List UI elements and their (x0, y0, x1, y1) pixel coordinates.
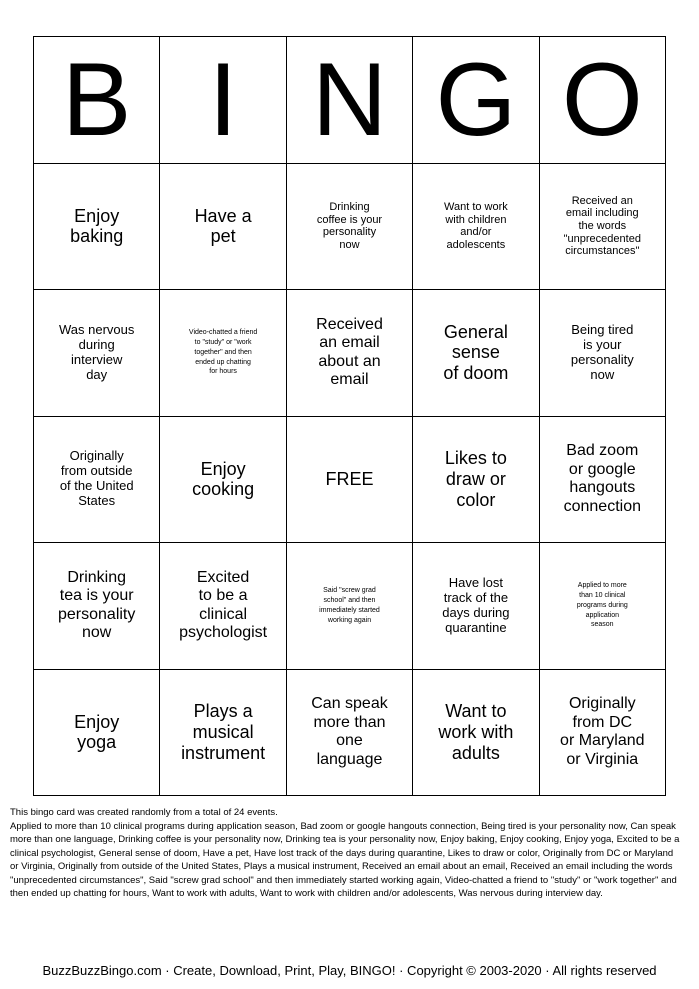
header-letter-g: G (413, 37, 539, 164)
bingo-square: Received an email about an email (287, 290, 413, 417)
bingo-square: Enjoy baking (34, 164, 160, 291)
bingo-square: Want to work with adults (413, 670, 539, 797)
header-letter-n: N (287, 37, 413, 164)
free-space: FREE (287, 417, 413, 544)
bingo-square: Applied to more than 10 clinical programs during application season (540, 543, 666, 670)
bingo-square: Want to work with children and/or adolescents (413, 164, 539, 291)
bingo-square: Said "screw grad school" and then immediately started working again (287, 543, 413, 670)
bingo-square: Video-chatted a friend to "study" or "work together" and then ended up chatting for hours (160, 290, 286, 417)
bingo-square: Drinking coffee is your personality now (287, 164, 413, 291)
bingo-square: Can speak more than one language (287, 670, 413, 797)
bingo-square: Being tired is your personality now (540, 290, 666, 417)
bingo-square: Bad zoom or google hangouts connection (540, 417, 666, 544)
bingo-square: Enjoy yoga (34, 670, 160, 797)
bingo-square: Excited to be a clinical psychologist (160, 543, 286, 670)
bingo-square: Enjoy cooking (160, 417, 286, 544)
bingo-square: Originally from outside of the United States (34, 417, 160, 544)
bingo-card (33, 36, 666, 796)
site-footer: BuzzBuzzBingo.com · Create, Download, Print, Play, BINGO! · Copyright © 2003-2020 · All rights reserved (42, 963, 657, 978)
header-letter-i: I (160, 37, 286, 164)
bingo-square: General sense of doom (413, 290, 539, 417)
bingo-square: Originally from DC or Maryland or Virginia (540, 670, 666, 797)
header-letter-b: B (34, 37, 160, 164)
bingo-square: Likes to draw or color (413, 417, 539, 544)
bingo-square: Was nervous during interview day (34, 290, 160, 417)
header-letter-o: O (540, 37, 666, 164)
bingo-square: Drinking tea is your personality now (34, 543, 160, 670)
event-list-note (10, 806, 682, 901)
bingo-square: Received an email including the words "unprecedented circumstances" (540, 164, 666, 291)
note-intro: This bingo card was created randomly from a total of 24 events. (10, 807, 278, 818)
bingo-square: Have lost track of the days during quarantine (413, 543, 539, 670)
bingo-square: Have a pet (160, 164, 286, 291)
note-events: Applied to more than 10 clinical programs during application season, Bad zoom or google hangouts connection, Being tired is your personality now, Can speak more than one language, Drinking coffee is your personality now, Drinking tea is your personality now, Enjoy baking, Enjoy cooking, Enjoy yoga, Excited to be a clinical psychologist, General sense of doom, Have a pet, Have lost track of the days during quarantine, Likes to draw or color, Originally from DC or Maryland or Virginia, Originally from outside of the United States, Plays a musical instrument, Received an email about an email, Received an email including the words "unprecedented circumstances", Said "screw grad school" and then immediately started working again, Video-chatted a friend to "study" or "work together" and then ended up chatting for hours, Want to work with adults, Want to work with children and/or adolescents, Was nervous during interview day. (10, 820, 680, 899)
bingo-square: Plays a musical instrument (160, 670, 286, 797)
